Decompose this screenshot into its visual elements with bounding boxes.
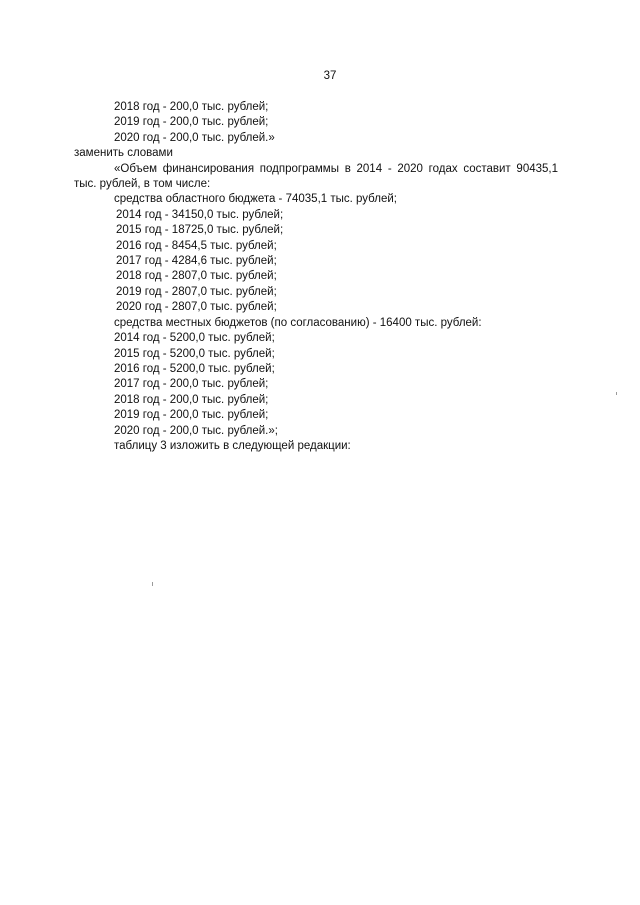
regional-budget-year: 2015 год - 18725,0 тыс. рублей;: [116, 224, 284, 237]
financing-intro-continuation: тыс. рублей, в том числе:: [74, 178, 211, 191]
replace-words-line: заменить словами: [74, 147, 173, 160]
regional-budget-year: 2014 год - 34150,0 тыс. рублей;: [116, 208, 284, 221]
regional-budget-year: 2017 год - 4284,6 тыс. рублей;: [116, 255, 277, 268]
scan-artifact: [152, 582, 153, 586]
text-line: 2020 год - 200,0 тыс. рублей.»: [114, 131, 275, 144]
page-number: 37: [323, 70, 337, 82]
local-budget-year: 2014 год - 5200,0 тыс. рублей;: [114, 332, 275, 345]
scan-artifact: [616, 392, 617, 395]
document-body: [74, 100, 558, 454]
text-line: 2018 год - 200,0 тыс. рублей;: [114, 101, 269, 113]
local-budget-year: 2015 год - 5200,0 тыс. рублей;: [114, 347, 275, 360]
local-budget-year: 2018 год - 200,0 тыс. рублей;: [114, 393, 269, 406]
local-budget-year: 2016 год - 5200,0 тыс. рублей;: [114, 362, 275, 375]
regional-budget-year: 2018 год - 2807,0 тыс. рублей;: [116, 270, 277, 283]
table-instruction-line: таблицу 3 изложить в следующей редакции:: [114, 439, 351, 452]
local-budget-year: 2020 год - 200,0 тыс. рублей.»;: [114, 424, 278, 437]
text-line: 2019 год - 200,0 тыс. рублей;: [114, 116, 269, 129]
financing-intro-line: «Объем финансирования подпрограммы в 2014 - 2020 годах составит 90435,1: [114, 162, 558, 175]
regional-budget-year: 2019 год - 2807,0 тыс. рублей;: [116, 285, 277, 298]
local-budget-year: 2017 год - 200,0 тыс. рублей;: [114, 378, 269, 391]
local-budget-year: 2019 год - 200,0 тыс. рублей;: [114, 409, 269, 422]
regional-budget-year: 2016 год - 8454,5 тыс. рублей;: [116, 239, 277, 252]
local-budget-title: средства местных бюджетов (по согласованию) - 16400 тыс. рублей:: [114, 316, 482, 329]
regional-budget-year: 2020 год - 2807,0 тыс. рублей;: [116, 301, 277, 314]
regional-budget-title: средства областного бюджета - 74035,1 тыс. рублей;: [114, 193, 397, 206]
